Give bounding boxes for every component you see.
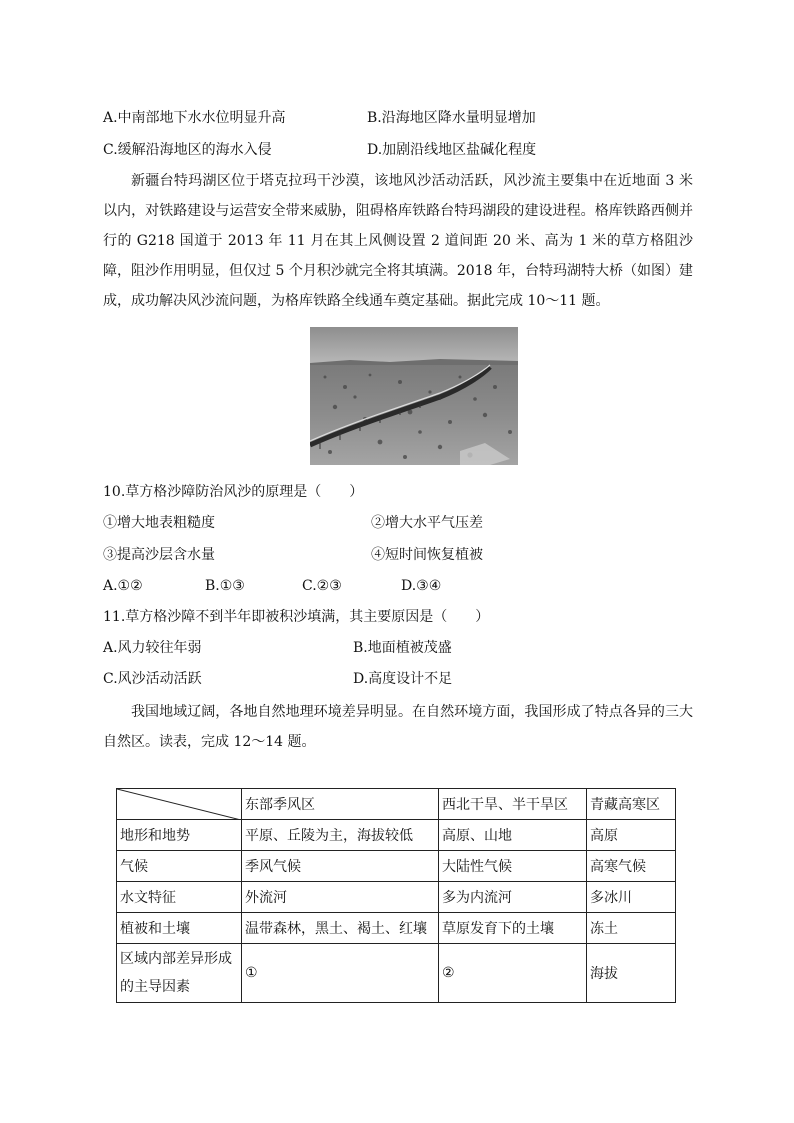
table-cell: 地形和地势 [117, 820, 242, 851]
q10-item-2: ②增大水平气压差 [371, 515, 483, 531]
q9-option-b: B.沿海地区降水量明显增加 [367, 110, 536, 126]
passage-taitema-lake: 新疆台特玛湖区位于塔克拉玛干沙漠，该地风沙活动活跃，风沙流主要集中在近地面 3 米以内，对铁路建设与运营安全带来威胁，阻碍格库铁路台特玛湖段的建设进程。格库铁路西侧并行的 G218 国道于 2013 年 11 月在其上风侧设置 2 道间距 20 米、高为 1 米的草方格阻沙障，阻沙作用明显，但仅过 5 个月积沙就完全将其填满。2018 年，台特玛湖特大桥（如图）建成，成功解决风沙流问题，为格库铁路全线通车奠定基础。据此完成 10～11 题。 [103, 173, 693, 309]
q10-item-1: ①增大地表粗糙度 [103, 515, 215, 531]
table-cell: 水文特征 [117, 882, 242, 913]
natural-regions-table [116, 788, 676, 1003]
table-cell: 多冰川 [587, 882, 676, 913]
q10-option-b: B.①③ [205, 578, 245, 594]
q10-option-d: D.③④ [401, 578, 442, 594]
table-row [117, 913, 676, 944]
table-cell: 温带森林，黑土、褐土、红壤 [242, 913, 439, 944]
table-row [117, 851, 676, 882]
q10-option-a: A.①② [103, 578, 143, 594]
table-cell: 植被和土壤 [117, 913, 242, 944]
table-cell: 气候 [117, 851, 242, 882]
table-corner-cell [117, 789, 242, 820]
table-cell: 区域内部差异形成的主导因素 [117, 944, 242, 1003]
table-cell: 高原 [587, 820, 676, 851]
table-cell: 季风气候 [242, 851, 439, 882]
table-header-cell: 东部季风区 [242, 789, 439, 820]
q10-stem: 10.草方格沙障防治风沙的原理是（ ） [103, 484, 364, 500]
table-row [117, 944, 676, 1003]
q10-item-4: ④短时间恢复植被 [371, 547, 483, 563]
table-cell: 平原、丘陵为主，海拔较低 [242, 820, 439, 851]
q11-option-c: C.风沙活动活跃 [103, 671, 202, 687]
table-cell: 外流河 [242, 882, 439, 913]
table-cell: 大陆性气候 [439, 851, 587, 882]
taitema-bridge-photo [310, 327, 518, 465]
q9-option-d: D.加剧沿线地区盐碱化程度 [367, 142, 537, 158]
table-cell: 海拔 [587, 944, 676, 1003]
table-cell: 高寒气候 [587, 851, 676, 882]
q11-option-a: A.风力较往年弱 [103, 640, 202, 656]
q11-stem: 11.草方格沙障不到半年即被积沙填满，其主要原因是（ ） [103, 609, 490, 625]
table-cell: 冻土 [587, 913, 676, 944]
table-row [117, 820, 676, 851]
q9-option-a: A.中南部地下水水位明显升高 [103, 110, 286, 126]
table-row [117, 882, 676, 913]
table-cell: ② [439, 944, 587, 1003]
table-header-row [117, 789, 676, 820]
passage-natural-regions: 我国地域辽阔，各地自然地理环境差异明显。在自然环境方面，我国形成了特点各异的三大自然区。读表，完成 12～14 题。 [103, 704, 693, 750]
table-header-cell: 青藏高寒区 [587, 789, 676, 820]
q11-option-d: D.高度设计不足 [353, 671, 453, 687]
table-cell: 多为内流河 [439, 882, 587, 913]
q10-option-c: C.②③ [302, 578, 342, 594]
table-cell: ① [242, 944, 439, 1003]
q11-option-b: B.地面植被茂盛 [353, 640, 452, 656]
table-header-cell: 西北干旱、半干旱区 [439, 789, 587, 820]
q10-item-3: ③提高沙层含水量 [103, 547, 215, 563]
q9-option-c: C.缓解沿海地区的海水入侵 [103, 142, 272, 158]
table-cell: 草原发育下的土壤 [439, 913, 587, 944]
table-cell: 高原、山地 [439, 820, 587, 851]
